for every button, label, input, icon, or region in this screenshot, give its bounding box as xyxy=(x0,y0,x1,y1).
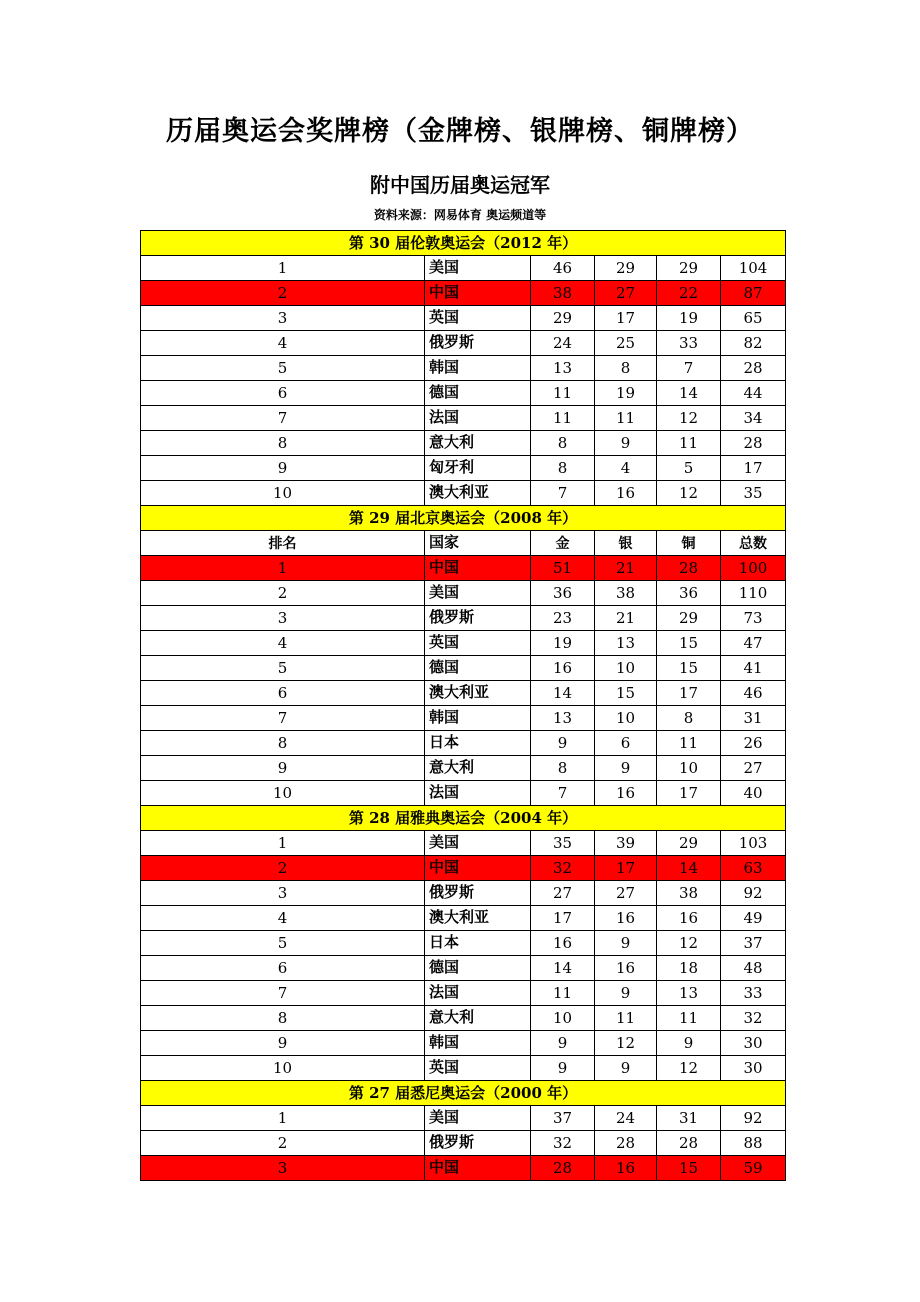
bronze-cell: 8 xyxy=(657,706,721,731)
rank-cell: 3 xyxy=(141,306,425,331)
section-header-row xyxy=(141,1081,786,1106)
medal-row xyxy=(141,956,786,981)
bronze-cell: 33 xyxy=(657,331,721,356)
medal-row xyxy=(141,256,786,281)
rank-cell: 9 xyxy=(141,456,425,481)
gold-cell: 29 xyxy=(531,306,595,331)
gold-cell: 24 xyxy=(531,331,595,356)
medal-row xyxy=(141,481,786,506)
country-cell: 德国 xyxy=(425,656,531,681)
medal-row xyxy=(141,1006,786,1031)
total-cell: 87 xyxy=(721,281,786,306)
medal-row xyxy=(141,406,786,431)
document-title: 历届奥运会奖牌榜（金牌榜、银牌榜、铜牌榜） xyxy=(166,116,754,146)
gold-cell: 7 xyxy=(531,481,595,506)
rank-cell: 1 xyxy=(141,831,425,856)
country-cell: 美国 xyxy=(425,1106,531,1131)
gold-cell: 36 xyxy=(531,581,595,606)
country-cell: 澳大利亚 xyxy=(425,481,531,506)
gold-cell: 51 xyxy=(531,556,595,581)
bronze-cell: 7 xyxy=(657,356,721,381)
bronze-cell: 31 xyxy=(657,1106,721,1131)
medal-row xyxy=(141,931,786,956)
silver-cell: 16 xyxy=(595,781,657,806)
country-cell: 美国 xyxy=(425,256,531,281)
section-header-0: 第 30 届伦敦奥运会（2012 年） xyxy=(141,231,786,256)
medal-row xyxy=(141,306,786,331)
rank-cell: 2 xyxy=(141,281,425,306)
silver-cell: 21 xyxy=(595,606,657,631)
column-header-row xyxy=(141,531,786,556)
medal-row xyxy=(141,906,786,931)
silver-cell: 16 xyxy=(595,481,657,506)
country-cell: 中国 xyxy=(425,556,531,581)
medal-row xyxy=(141,1131,786,1156)
country-cell: 中国 xyxy=(425,281,531,306)
medal-row xyxy=(141,1106,786,1131)
medal-row xyxy=(141,456,786,481)
gold-cell: 13 xyxy=(531,706,595,731)
country-cell: 英国 xyxy=(425,306,531,331)
country-cell: 美国 xyxy=(425,831,531,856)
silver-cell: 38 xyxy=(595,581,657,606)
total-cell: 44 xyxy=(721,381,786,406)
rank-cell: 9 xyxy=(141,756,425,781)
gold-cell: 23 xyxy=(531,606,595,631)
medal-row xyxy=(141,1056,786,1081)
bronze-cell: 14 xyxy=(657,381,721,406)
silver-cell: 9 xyxy=(595,756,657,781)
silver-cell: 29 xyxy=(595,256,657,281)
medal-row xyxy=(141,356,786,381)
gold-cell: 7 xyxy=(531,781,595,806)
total-cell: 40 xyxy=(721,781,786,806)
silver-cell: 9 xyxy=(595,931,657,956)
country-cell: 中国 xyxy=(425,856,531,881)
rank-cell: 4 xyxy=(141,906,425,931)
column-header-2: 金 xyxy=(531,531,595,556)
bronze-cell: 11 xyxy=(657,431,721,456)
rank-cell: 1 xyxy=(141,556,425,581)
rank-cell: 5 xyxy=(141,931,425,956)
gold-cell: 32 xyxy=(531,1131,595,1156)
medal-row xyxy=(141,981,786,1006)
total-cell: 63 xyxy=(721,856,786,881)
medal-row xyxy=(141,331,786,356)
silver-cell: 15 xyxy=(595,681,657,706)
total-cell: 30 xyxy=(721,1056,786,1081)
gold-cell: 38 xyxy=(531,281,595,306)
gold-cell: 8 xyxy=(531,456,595,481)
country-cell: 日本 xyxy=(425,731,531,756)
rank-cell: 2 xyxy=(141,1131,425,1156)
silver-cell: 17 xyxy=(595,306,657,331)
country-cell: 德国 xyxy=(425,956,531,981)
silver-cell: 9 xyxy=(595,1056,657,1081)
gold-cell: 27 xyxy=(531,881,595,906)
gold-cell: 14 xyxy=(531,956,595,981)
country-cell: 俄罗斯 xyxy=(425,331,531,356)
medal-row-china-highlight xyxy=(141,856,786,881)
gold-cell: 11 xyxy=(531,981,595,1006)
silver-cell: 9 xyxy=(595,431,657,456)
rank-cell: 6 xyxy=(141,681,425,706)
silver-cell: 11 xyxy=(595,1006,657,1031)
section-header-row xyxy=(141,806,786,831)
medal-row-china-highlight xyxy=(141,1156,786,1181)
medal-row xyxy=(141,756,786,781)
silver-cell: 9 xyxy=(595,981,657,1006)
silver-cell: 13 xyxy=(595,631,657,656)
rank-cell: 3 xyxy=(141,606,425,631)
country-cell: 德国 xyxy=(425,381,531,406)
rank-cell: 7 xyxy=(141,406,425,431)
bronze-cell: 17 xyxy=(657,781,721,806)
rank-cell: 3 xyxy=(141,881,425,906)
total-cell: 82 xyxy=(721,331,786,356)
gold-cell: 9 xyxy=(531,1031,595,1056)
rank-cell: 8 xyxy=(141,1006,425,1031)
gold-cell: 11 xyxy=(531,406,595,431)
total-cell: 46 xyxy=(721,681,786,706)
medal-row xyxy=(141,381,786,406)
total-cell: 49 xyxy=(721,906,786,931)
section-header-row xyxy=(141,231,786,256)
country-cell: 美国 xyxy=(425,581,531,606)
bronze-cell: 15 xyxy=(657,656,721,681)
medal-row xyxy=(141,831,786,856)
gold-cell: 32 xyxy=(531,856,595,881)
silver-cell: 10 xyxy=(595,656,657,681)
rank-cell: 6 xyxy=(141,956,425,981)
country-cell: 俄罗斯 xyxy=(425,1131,531,1156)
silver-cell: 27 xyxy=(595,881,657,906)
column-header-3: 银 xyxy=(595,531,657,556)
bronze-cell: 16 xyxy=(657,906,721,931)
total-cell: 65 xyxy=(721,306,786,331)
medal-row xyxy=(141,881,786,906)
bronze-cell: 12 xyxy=(657,931,721,956)
country-cell: 韩国 xyxy=(425,356,531,381)
total-cell: 37 xyxy=(721,931,786,956)
rank-cell: 3 xyxy=(141,1156,425,1181)
country-cell: 中国 xyxy=(425,1156,531,1181)
bronze-cell: 19 xyxy=(657,306,721,331)
bronze-cell: 29 xyxy=(657,606,721,631)
bronze-cell: 28 xyxy=(657,556,721,581)
document-subtitle: 附中国历届奥运冠军 xyxy=(370,175,550,197)
gold-cell: 9 xyxy=(531,731,595,756)
gold-cell: 35 xyxy=(531,831,595,856)
total-cell: 17 xyxy=(721,456,786,481)
country-cell: 日本 xyxy=(425,931,531,956)
bronze-cell: 38 xyxy=(657,881,721,906)
silver-cell: 10 xyxy=(595,706,657,731)
rank-cell: 9 xyxy=(141,1031,425,1056)
silver-cell: 4 xyxy=(595,456,657,481)
rank-cell: 8 xyxy=(141,731,425,756)
medal-row xyxy=(141,656,786,681)
column-header-0: 排名 xyxy=(141,531,425,556)
rank-cell: 8 xyxy=(141,431,425,456)
country-cell: 澳大利亚 xyxy=(425,681,531,706)
total-cell: 92 xyxy=(721,881,786,906)
rank-cell: 2 xyxy=(141,581,425,606)
rank-cell: 4 xyxy=(141,331,425,356)
silver-cell: 21 xyxy=(595,556,657,581)
olympic-medal-table xyxy=(140,230,786,1181)
rank-cell: 5 xyxy=(141,656,425,681)
bronze-cell: 12 xyxy=(657,1056,721,1081)
silver-cell: 12 xyxy=(595,1031,657,1056)
bronze-cell: 12 xyxy=(657,406,721,431)
total-cell: 88 xyxy=(721,1131,786,1156)
rank-cell: 10 xyxy=(141,781,425,806)
medal-row xyxy=(141,581,786,606)
silver-cell: 16 xyxy=(595,956,657,981)
column-header-5: 总数 xyxy=(721,531,786,556)
total-cell: 41 xyxy=(721,656,786,681)
rank-cell: 7 xyxy=(141,706,425,731)
total-cell: 103 xyxy=(721,831,786,856)
silver-cell: 16 xyxy=(595,1156,657,1181)
silver-cell: 25 xyxy=(595,331,657,356)
total-cell: 104 xyxy=(721,256,786,281)
total-cell: 31 xyxy=(721,706,786,731)
total-cell: 59 xyxy=(721,1156,786,1181)
section-header-3: 第 27 届悉尼奥运会（2000 年） xyxy=(141,1081,786,1106)
column-header-4: 铜 xyxy=(657,531,721,556)
medal-row-china-highlight xyxy=(141,281,786,306)
rank-cell: 6 xyxy=(141,381,425,406)
gold-cell: 19 xyxy=(531,631,595,656)
section-header-row xyxy=(141,506,786,531)
bronze-cell: 18 xyxy=(657,956,721,981)
total-cell: 92 xyxy=(721,1106,786,1131)
bronze-cell: 5 xyxy=(657,456,721,481)
silver-cell: 19 xyxy=(595,381,657,406)
gold-cell: 46 xyxy=(531,256,595,281)
country-cell: 英国 xyxy=(425,1056,531,1081)
country-cell: 法国 xyxy=(425,406,531,431)
total-cell: 30 xyxy=(721,1031,786,1056)
bronze-cell: 29 xyxy=(657,831,721,856)
country-cell: 意大利 xyxy=(425,431,531,456)
country-cell: 俄罗斯 xyxy=(425,606,531,631)
silver-cell: 6 xyxy=(595,731,657,756)
total-cell: 110 xyxy=(721,581,786,606)
gold-cell: 8 xyxy=(531,756,595,781)
gold-cell: 8 xyxy=(531,431,595,456)
silver-cell: 28 xyxy=(595,1131,657,1156)
country-cell: 韩国 xyxy=(425,1031,531,1056)
bronze-cell: 28 xyxy=(657,1131,721,1156)
bronze-cell: 15 xyxy=(657,1156,721,1181)
silver-cell: 17 xyxy=(595,856,657,881)
rank-cell: 2 xyxy=(141,856,425,881)
gold-cell: 11 xyxy=(531,381,595,406)
total-cell: 26 xyxy=(721,731,786,756)
bronze-cell: 11 xyxy=(657,731,721,756)
silver-cell: 27 xyxy=(595,281,657,306)
gold-cell: 16 xyxy=(531,931,595,956)
total-cell: 32 xyxy=(721,1006,786,1031)
column-header-1: 国家 xyxy=(425,531,531,556)
total-cell: 73 xyxy=(721,606,786,631)
rank-cell: 7 xyxy=(141,981,425,1006)
medal-row-china-highlight xyxy=(141,556,786,581)
country-cell: 意大利 xyxy=(425,756,531,781)
medal-row xyxy=(141,781,786,806)
silver-cell: 39 xyxy=(595,831,657,856)
rank-cell: 4 xyxy=(141,631,425,656)
country-cell: 意大利 xyxy=(425,1006,531,1031)
section-header-1: 第 29 届北京奥运会（2008 年） xyxy=(141,506,786,531)
country-cell: 韩国 xyxy=(425,706,531,731)
gold-cell: 37 xyxy=(531,1106,595,1131)
rank-cell: 1 xyxy=(141,1106,425,1131)
gold-cell: 16 xyxy=(531,656,595,681)
total-cell: 28 xyxy=(721,356,786,381)
bronze-cell: 9 xyxy=(657,1031,721,1056)
bronze-cell: 11 xyxy=(657,1006,721,1031)
total-cell: 48 xyxy=(721,956,786,981)
total-cell: 100 xyxy=(721,556,786,581)
medal-row xyxy=(141,606,786,631)
silver-cell: 8 xyxy=(595,356,657,381)
country-cell: 澳大利亚 xyxy=(425,906,531,931)
source-note: 资料来源：网易体育 奥运频道等 xyxy=(373,208,547,222)
bronze-cell: 10 xyxy=(657,756,721,781)
medal-row xyxy=(141,706,786,731)
gold-cell: 13 xyxy=(531,356,595,381)
rank-cell: 5 xyxy=(141,356,425,381)
country-cell: 英国 xyxy=(425,631,531,656)
bronze-cell: 13 xyxy=(657,981,721,1006)
medal-row xyxy=(141,431,786,456)
gold-cell: 10 xyxy=(531,1006,595,1031)
section-header-2: 第 28 届雅典奥运会（2004 年） xyxy=(141,806,786,831)
country-cell: 法国 xyxy=(425,981,531,1006)
total-cell: 47 xyxy=(721,631,786,656)
total-cell: 27 xyxy=(721,756,786,781)
country-cell: 法国 xyxy=(425,781,531,806)
rank-cell: 1 xyxy=(141,256,425,281)
country-cell: 俄罗斯 xyxy=(425,881,531,906)
gold-cell: 28 xyxy=(531,1156,595,1181)
rank-cell: 10 xyxy=(141,481,425,506)
silver-cell: 11 xyxy=(595,406,657,431)
bronze-cell: 14 xyxy=(657,856,721,881)
bronze-cell: 15 xyxy=(657,631,721,656)
country-cell: 匈牙利 xyxy=(425,456,531,481)
medal-row xyxy=(141,681,786,706)
medal-row xyxy=(141,631,786,656)
total-cell: 35 xyxy=(721,481,786,506)
bronze-cell: 22 xyxy=(657,281,721,306)
total-cell: 28 xyxy=(721,431,786,456)
bronze-cell: 29 xyxy=(657,256,721,281)
silver-cell: 24 xyxy=(595,1106,657,1131)
gold-cell: 9 xyxy=(531,1056,595,1081)
total-cell: 34 xyxy=(721,406,786,431)
rank-cell: 10 xyxy=(141,1056,425,1081)
gold-cell: 14 xyxy=(531,681,595,706)
bronze-cell: 12 xyxy=(657,481,721,506)
gold-cell: 17 xyxy=(531,906,595,931)
total-cell: 33 xyxy=(721,981,786,1006)
bronze-cell: 36 xyxy=(657,581,721,606)
bronze-cell: 17 xyxy=(657,681,721,706)
medal-row xyxy=(141,1031,786,1056)
medal-row xyxy=(141,731,786,756)
silver-cell: 16 xyxy=(595,906,657,931)
